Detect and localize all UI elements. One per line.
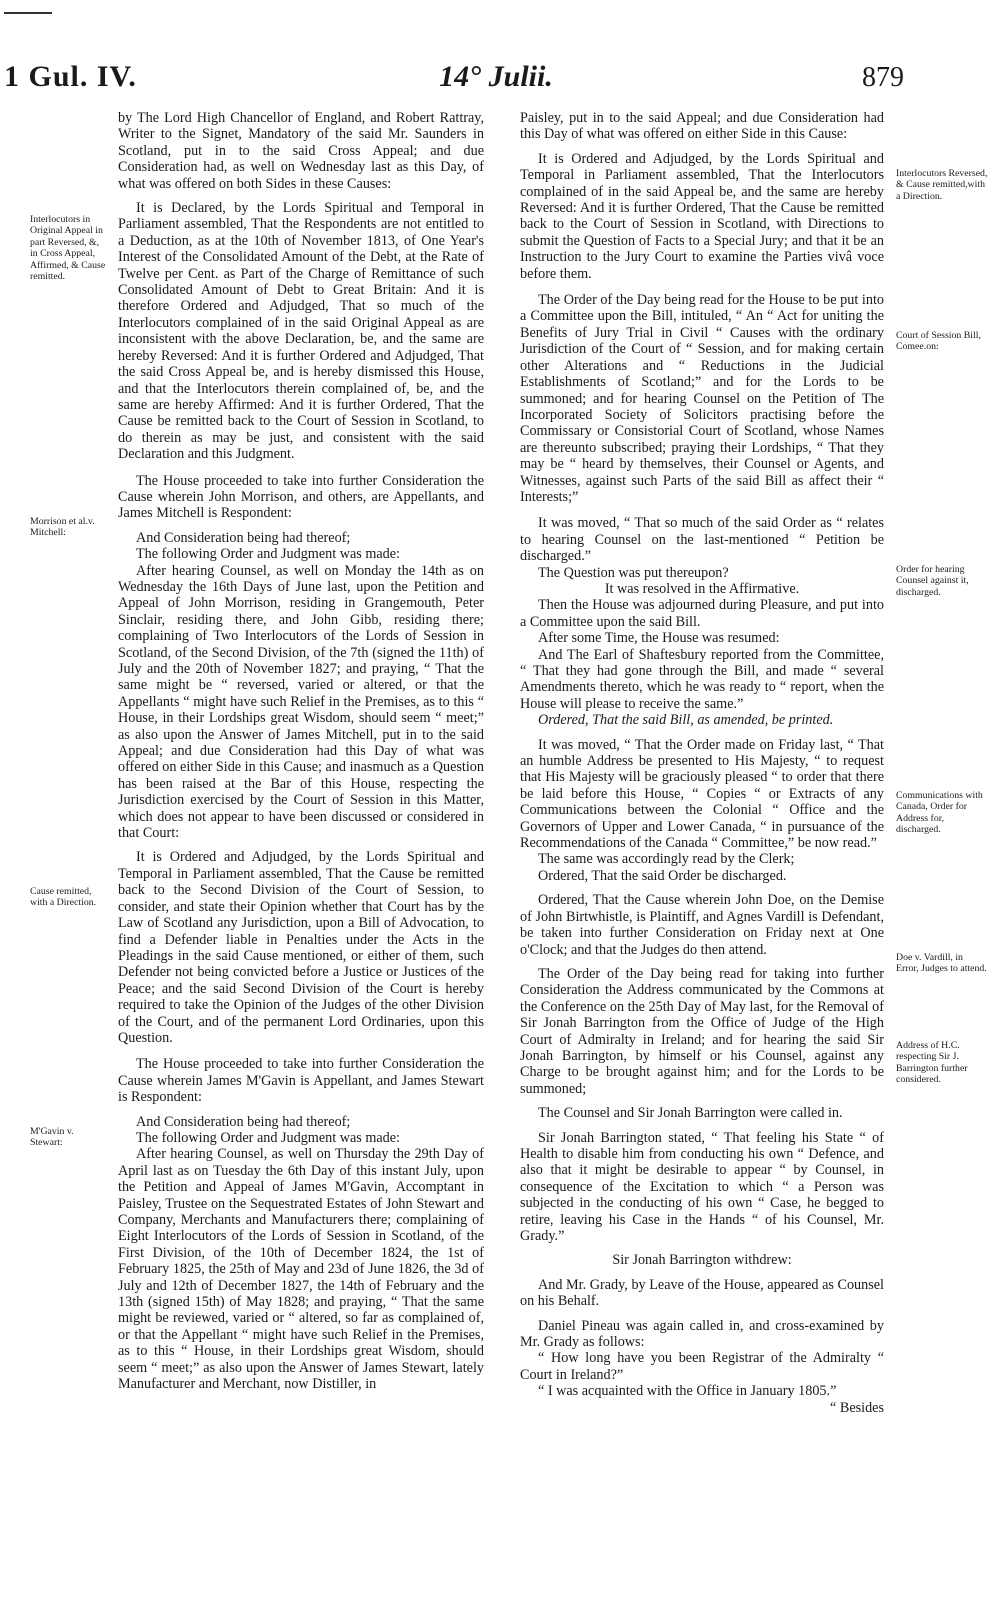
paragraph: The House proceeded to take into further Consideration the Cause wherein James M'Gavin is Appellant, and James Stewart is Respondent: [118,1056,484,1106]
paragraph: It is Ordered and Adjudged, by the Lords Spiritual and Temporal in Parliament assembled, That the Interlocutors complained of in the said Appeal be, and the same are hereby Reversed: And it is further Ordered, That the Cause be remitted back to the Court of Session in Scotland, with Directions to submit the Question of Facts to a Special Jury; and that it be an Instruction to the Jury Court to examine the Parties vivâ voce before them. [520,150,884,282]
paragraph: And The Earl of Shaftesbury reported from the Committee, “ That they had gone through the Bill, and made “ several Amendments thereto, which he was ready to “ report, when the House will please to receive the same.” [520,646,884,712]
margin-note: Order for hearing Counsel against it, discharged. [896,564,969,598]
catchword: “ Besides [830,1399,884,1416]
paragraph: And Mr. Grady, by Leave of the House, appeared as Counsel on his Behalf. [520,1276,884,1310]
paragraph: Sir Jonah Barrington stated, “ That feeling his State “ of Health to disable him from conducting his own “ Defence, and also that it might be desirable to appear “ by Counsel, in consequence of the Excitation to which “ a Person was subjected in the conducting of his own “ Case, he begged to retire, leaving his Case in the Hands “ of his Counsel, Mr. Grady.” [520,1129,884,1244]
paragraph: The House proceeded to take into further Consideration the Cause wherein John Morrison, and others, are Appellants, and James Mitchell is Respondent: [118,472,484,522]
page-number: 879 [862,62,904,93]
paragraph: Ordered, That the said Order be discharged. [538,867,787,884]
paragraph: by The Lord High Chancellor of England, and Robert Rattray, Writer to the Signet, Mandatory of the said Mr. Saunders in Scotland, put in to the said Cross Appeal; and due Consideration had, as well on Wednesday last as this Day, of what was offered on both Sides in these Causes: [118,110,484,192]
margin-note: Court of Session Bill, Comee.on: [896,330,981,353]
paragraph: The Counsel and Sir Jonah Barrington were called in. [538,1105,843,1122]
page-header [0,60,992,96]
margin-note: Interlocutors Reversed, & Cause remitted,with a Direction. [896,168,988,202]
paragraph: Daniel Pineau was again called in, and cross-examined by Mr. Grady as follows: [520,1317,884,1351]
paragraph: “ I was acquainted with the Office in January 1805.” [538,1383,837,1400]
margin-note: Morrison et al.v. Mitchell: [30,516,95,539]
session-date: 14° Julii. [439,60,553,93]
paragraph: The following Order and Judgment was made: [136,546,400,563]
paragraph: After hearing Counsel, as well on Monday the 14th as on Wednesday the 16th Days of June last, upon the Petition and Appeal of John Morrison, residing in Grangemouth, Peter Sinclair, residing there, and John Gibb, residing there; complaining of Two Interlocutors of the Lords of Session in Scotland, of the Second Division, of the 7th (signed the 11th) of July and the 20th of November 1827; and praying, “ That the same might be “ reversed, varied or altered, or that the Appellants “ might have such Relief in the Premises, as to this “ House, in their Lordships great Wisdom, should seem “ meet;” as also upon the Answer of James Mitchell, put in to the said Appeal; and due Consideration had this Day of what was offered on either Side in this Cause; and inasmuch as a Question has been raised at the Bar of this House, respecting the Jurisdiction exercised by the Court of Session in this Matter, which does not appear to have been discussed or considered in that Court: [118,562,484,842]
top-rule [4,12,52,14]
margin-note: M'Gavin v. Stewart: [30,1126,74,1149]
paragraph: And Consideration being had thereof; [136,529,351,546]
paragraph: Ordered, That the said Bill, as amended, be printed. [538,712,834,729]
paragraph: Then the House was adjourned during Pleasure, and put into a Committee upon the said Bill. [520,597,884,630]
margin-note: Address of H.C. respecting Sir J. Barrington further considered. [896,1040,968,1086]
paragraph: Sir Jonah Barrington withdrew: [612,1252,792,1269]
margin-note: Communications with Canada, Order for Address for, discharged. [896,790,983,836]
paragraph: It is Ordered and Adjudged, by the Lords Spiritual and Temporal in Parliament assembled, That the Cause be remitted back to the Second Division of the Court of Session, to consider, and state their Opinion whether that Court has by the Law of Scotland any Jurisdiction, upon a Bill of Advocation, to find a Defender liable in Penalties under the Acts in the Pleadings in the said Cause mentioned, or either of them, such Defender not being convicted before a Justice or Justices of the Peace; and the said Second Division of the Court is hereby required to take the Opinion of the Judges of the other Division of the Court, and of the permanent Lord Ordinaries, upon this Question. [118,849,484,1046]
paragraph: It was moved, “ That the Order made on Friday last, “ That an humble Address be presented to His Majesty, “ to request that His Majesty will be graciously pleased “ to order that there be laid before this House, “ Copies “ or Extracts of any Communications between the Colonial “ Office and the Governors of Upper and Lower Canada, “ in pursuance of the Recommendations of the Canada “ Committee,” be now read.” [520,736,884,852]
paragraph: Ordered, That the Cause wherein John Doe, on the Demise of John Birtwhistle, is Plaintiff, and Agnes Vardill is Defendant, be taken into further Consideration on Friday next at One o'Clock; and that the Judges do then attend. [520,892,884,958]
margin-note: Doe v. Vardill, in Error, Judges to attend. [896,952,987,975]
paragraph: The Question was put thereupon? [538,564,729,581]
paragraph: After hearing Counsel, as well on Thursday the 29th Day of April last as on Tuesday the 6th Day of this instant July, upon the Petition and Appeal of James M'Gavin, Accomptant in Paisley, Trustee on the Sequestrated Estates of John Stewart and Company, Merchants and Manufacturers there; complaining of Eight Interlocutors of the Lords of Session in Scotland, of the First Division, of the 10th of December 1824, the 1st of February 1825, the 25th of May and 23d of June 1826, the 3d of July and 12th of December 1827, the 14th of February and the 13th (signed 15th) of May 1828; and praying, “ That the same might be reviewed, varied or “ altered, so far as complained of, or that the Appellant “ might have such Relief in the Premises, as to this “ House, in their Lordships great Wisdom, should seem “ meet;” as also upon the Answer of James Stewart, lately Manufacturer and Merchant, now Distiller, in [118,1146,484,1393]
paragraph: After some Time, the House was resumed: [538,630,780,647]
paragraph: The Order of the Day being read for the House to be put into a Committee upon the Bill, intituled, “ An “ Act for uniting the Benefits of Jury Trial in Civil “ Causes with the ordinary Jurisdiction of the Court of “ Session, and for making certain other Alterations and “ Reductions in the Judicial Establishments of Scotland;” and for the Lords to be summoned; and for hearing Counsel on the Petition of The Incorporated Society of Solicitors practising before the Commissary or Consistorial Court of Scotland, whose Names are thereunto subscribed; praying their Lordships, “ That they may be “ heard by themselves, their Counsel or Agents, and Witnesses, against such Parts of the said Bill as affect their “ Interests;” [520,292,884,505]
paragraph: The Order of the Day being read for taking into further Consideration the Address communicated by the Commons at the Conference on the 25th Day of May last, for the Removal of Sir Jonah Barrington from the Office of Judge of the High Court of Admiralty in Ireland; and for hearing the said Sir Jonah Barrington, by himself or his Counsel, against any Charge to be brought against him; and for the Lords to be summoned; [520,965,884,1097]
paragraph: The following Order and Judgment was made: [136,1129,400,1146]
left-column [118,110,484,1400]
margin-note: Interlocutors in Original Appeal in part Reversed, &, in Cross Appeal, Affirmed, & Cause remitted. [30,214,106,283]
margin-note: Cause remitted, with a Direction. [30,886,97,909]
paragraph: It was resolved in the Affirmative. [604,580,800,597]
paragraph: And Consideration being had thereof; [136,1113,351,1130]
regnal-year: 1 Gul. IV. [4,60,137,93]
right-column [520,110,884,1416]
paragraph: “ How long have you been Registrar of the Admiralty “ Court in Ireland?” [520,1350,884,1383]
paragraph: It was moved, “ That so much of the said Order as “ relates to hearing Counsel on the last-mentioned “ Petition be discharged.” [520,515,884,565]
paragraph: Paisley, put in to the said Appeal; and due Consideration had this Day of what was offered on either Side in this Cause: [520,110,884,143]
paragraph: The same was accordingly read by the Clerk; [538,851,795,868]
paragraph: It is Declared, by the Lords Spiritual and Temporal in Parliament assembled, That the Respondents are not entitled to a Deduction, as at the 10th of November 1813, of One Year's Interest of the Consolidated Amount of the Debt, at the Rate of Twelve per Cent. as Part of the Charge of Remittance of such Consolidated Amount of Debt to Great Britain: And it is therefore Ordered and Adjudged, That so much of the Interlocutors complained of in the said Original Appeal as are inconsistent with the above Declaration, be, and the same are hereby Reversed: And it is further Ordered and Adjudged, That the said Cross Appeal be, and is hereby dismissed this House, and that the Interlocutors therein complained of, be, and the same are hereby Affirmed: And it is further Ordered, That the Cause be remitted back to the Court of Session in Scotland, to do therein as may be just, and consistent with the said Declaration and this Judgment. [118,200,484,463]
